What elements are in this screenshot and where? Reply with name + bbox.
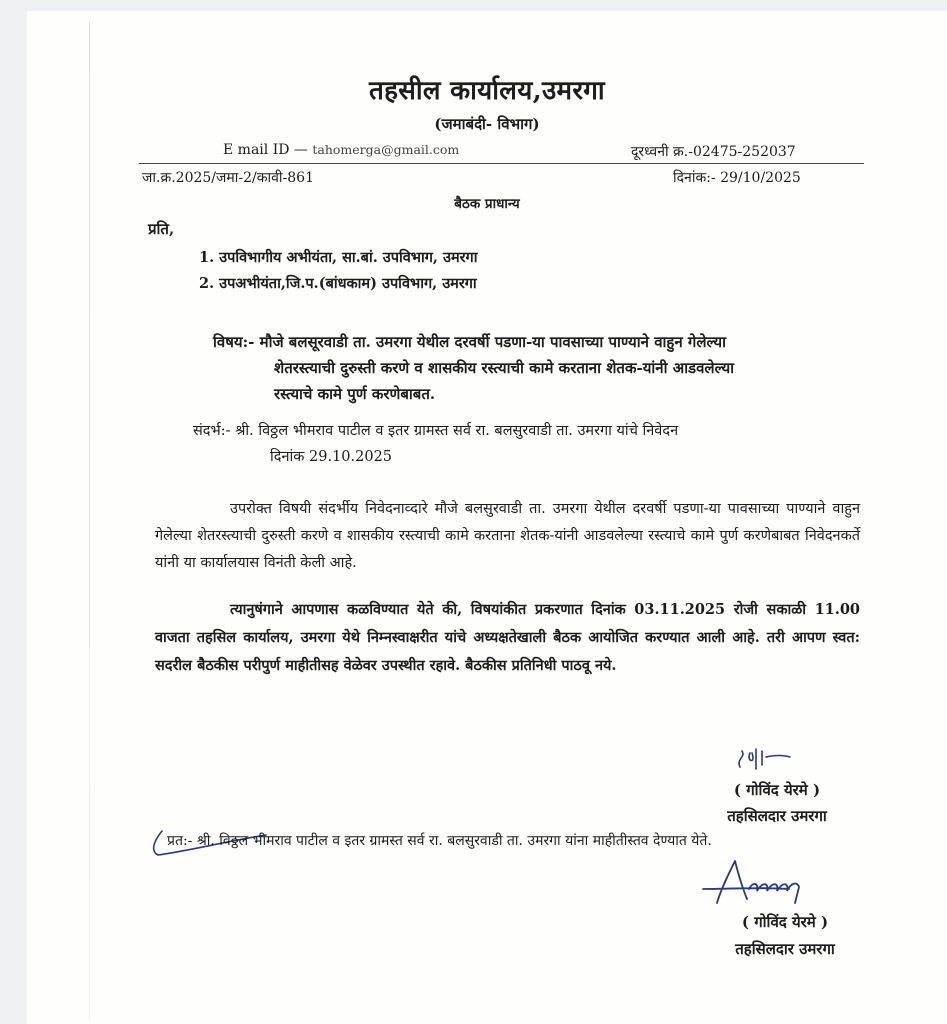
- copy-to-line: प्रत:- श्री. विठ्ठल भीमराव पाटील व इतर ग्रामस्त सर्व रा. बलसुरवाडी ता. उमरगा यांना माहीतीस्तव देण्यात येते.: [167, 833, 712, 849]
- letter-page: [27, 11, 947, 1024]
- priority-heading: बैठक प्राधान्य: [454, 196, 520, 212]
- recipient-1: 1. उपविभागीय अभीयंता, सा.बां. उपविभाग, उमरगा: [199, 249, 478, 266]
- signatory-designation-1: तहसिलदार उमरगा: [727, 807, 827, 825]
- header-divider: [139, 163, 864, 164]
- paper-fold-line: [89, 21, 90, 1021]
- email-label: E mail ID —: [223, 142, 308, 158]
- signature-initials: [732, 745, 792, 781]
- body-paragraph-1: उपरोक्त विषयी संदर्भीय निवेदनाव्दारे मौजे बलसुरवाडी ता. उमरगा येथील दरवर्षी पडणा-या पावसाच्या पाण्याने वाहुन गेलेल्या शेतरस्त्याची दुरुस्ती करणे व शासकीय रस्त्याची कामे करताना शेतक-यांनी आडवलेल्या रस्त्याचे कामे पुर्ण करणेबाबत निवेदनकर्ते यांनी या कार्यालयास विनंती केली आहे.: [155, 501, 860, 571]
- office-title: तहसील कार्यालय,उमरगा: [369, 76, 605, 106]
- outward-reference-number: जा.क्र.2025/जमा-2/कावी-861: [142, 170, 314, 186]
- reference-line: संदर्भ:- श्री. विठ्ठल भीमराव पाटील व इतर ग्रामस्त सर्व रा. बलसुरवाडी ता. उमरगा यांचे निवेदन: [193, 423, 679, 439]
- subject-line-1: मौजे बलसूरवाडी ता. उमरगा येथील दरवर्षी पडणा-या पावसाच्या पाण्याने वाहुन गेलेल्या: [259, 333, 726, 351]
- reference-date: दिनांक 29.10.2025: [270, 449, 393, 465]
- signatory-name-1: ( गोविंद येरमे ): [733, 781, 821, 799]
- recipient-2: 2. उपअभीयंता,जि.प.(बांधकाम) उपविभाग, उमरगा: [199, 275, 477, 292]
- signature-full: [699, 859, 819, 907]
- to-label: प्रति,: [148, 220, 175, 238]
- subject-block: [213, 329, 883, 407]
- email-address: tahomerga@gmail.com: [312, 142, 460, 157]
- signatory-name-2: ( गोविंद येरमे ): [741, 913, 829, 931]
- subject-line-2: शेतरस्त्याची दुरुस्ती करणे व शासकीय रस्त्याची कामे करताना शेतक-यांनी आडवलेल्या: [274, 359, 735, 377]
- subject-label: विषय:-: [213, 333, 255, 351]
- letter-date: दिनांक:- 29/10/2025: [673, 170, 801, 186]
- subject-line-3: रस्त्याचे कामे पुर्ण करणेबाबत.: [274, 385, 436, 403]
- department-subtitle: (जमाबंदी- विभाग): [434, 115, 540, 133]
- email-line: [223, 142, 459, 158]
- reference-block: [193, 418, 678, 470]
- body-paragraph-2: त्यानुषंगाने आपणास कळविण्यात येते की, विषयांकीत प्रकरणात दिनांक 03.11.2025 रोजी सकाळी 11.00 वाजता तहसिल कार्यालय, उमरगा येथे निम्नस्वाक्षरीत यांचे अध्यक्षतेखाली बैठक आयोजित करण्यात आली आहे. तरी आपण स्वत: सदरील बैठकीस परीपुर्ण माहीतीसह वेळेवर उपस्थीत रहावे. बैठकीस प्रतिनिधी पाठवू नये.: [155, 601, 860, 674]
- signatory-designation-2: तहसिलदार उमरगा: [735, 940, 835, 958]
- phone-number: दूरध्वनी क्र.-02475-252037: [631, 144, 796, 160]
